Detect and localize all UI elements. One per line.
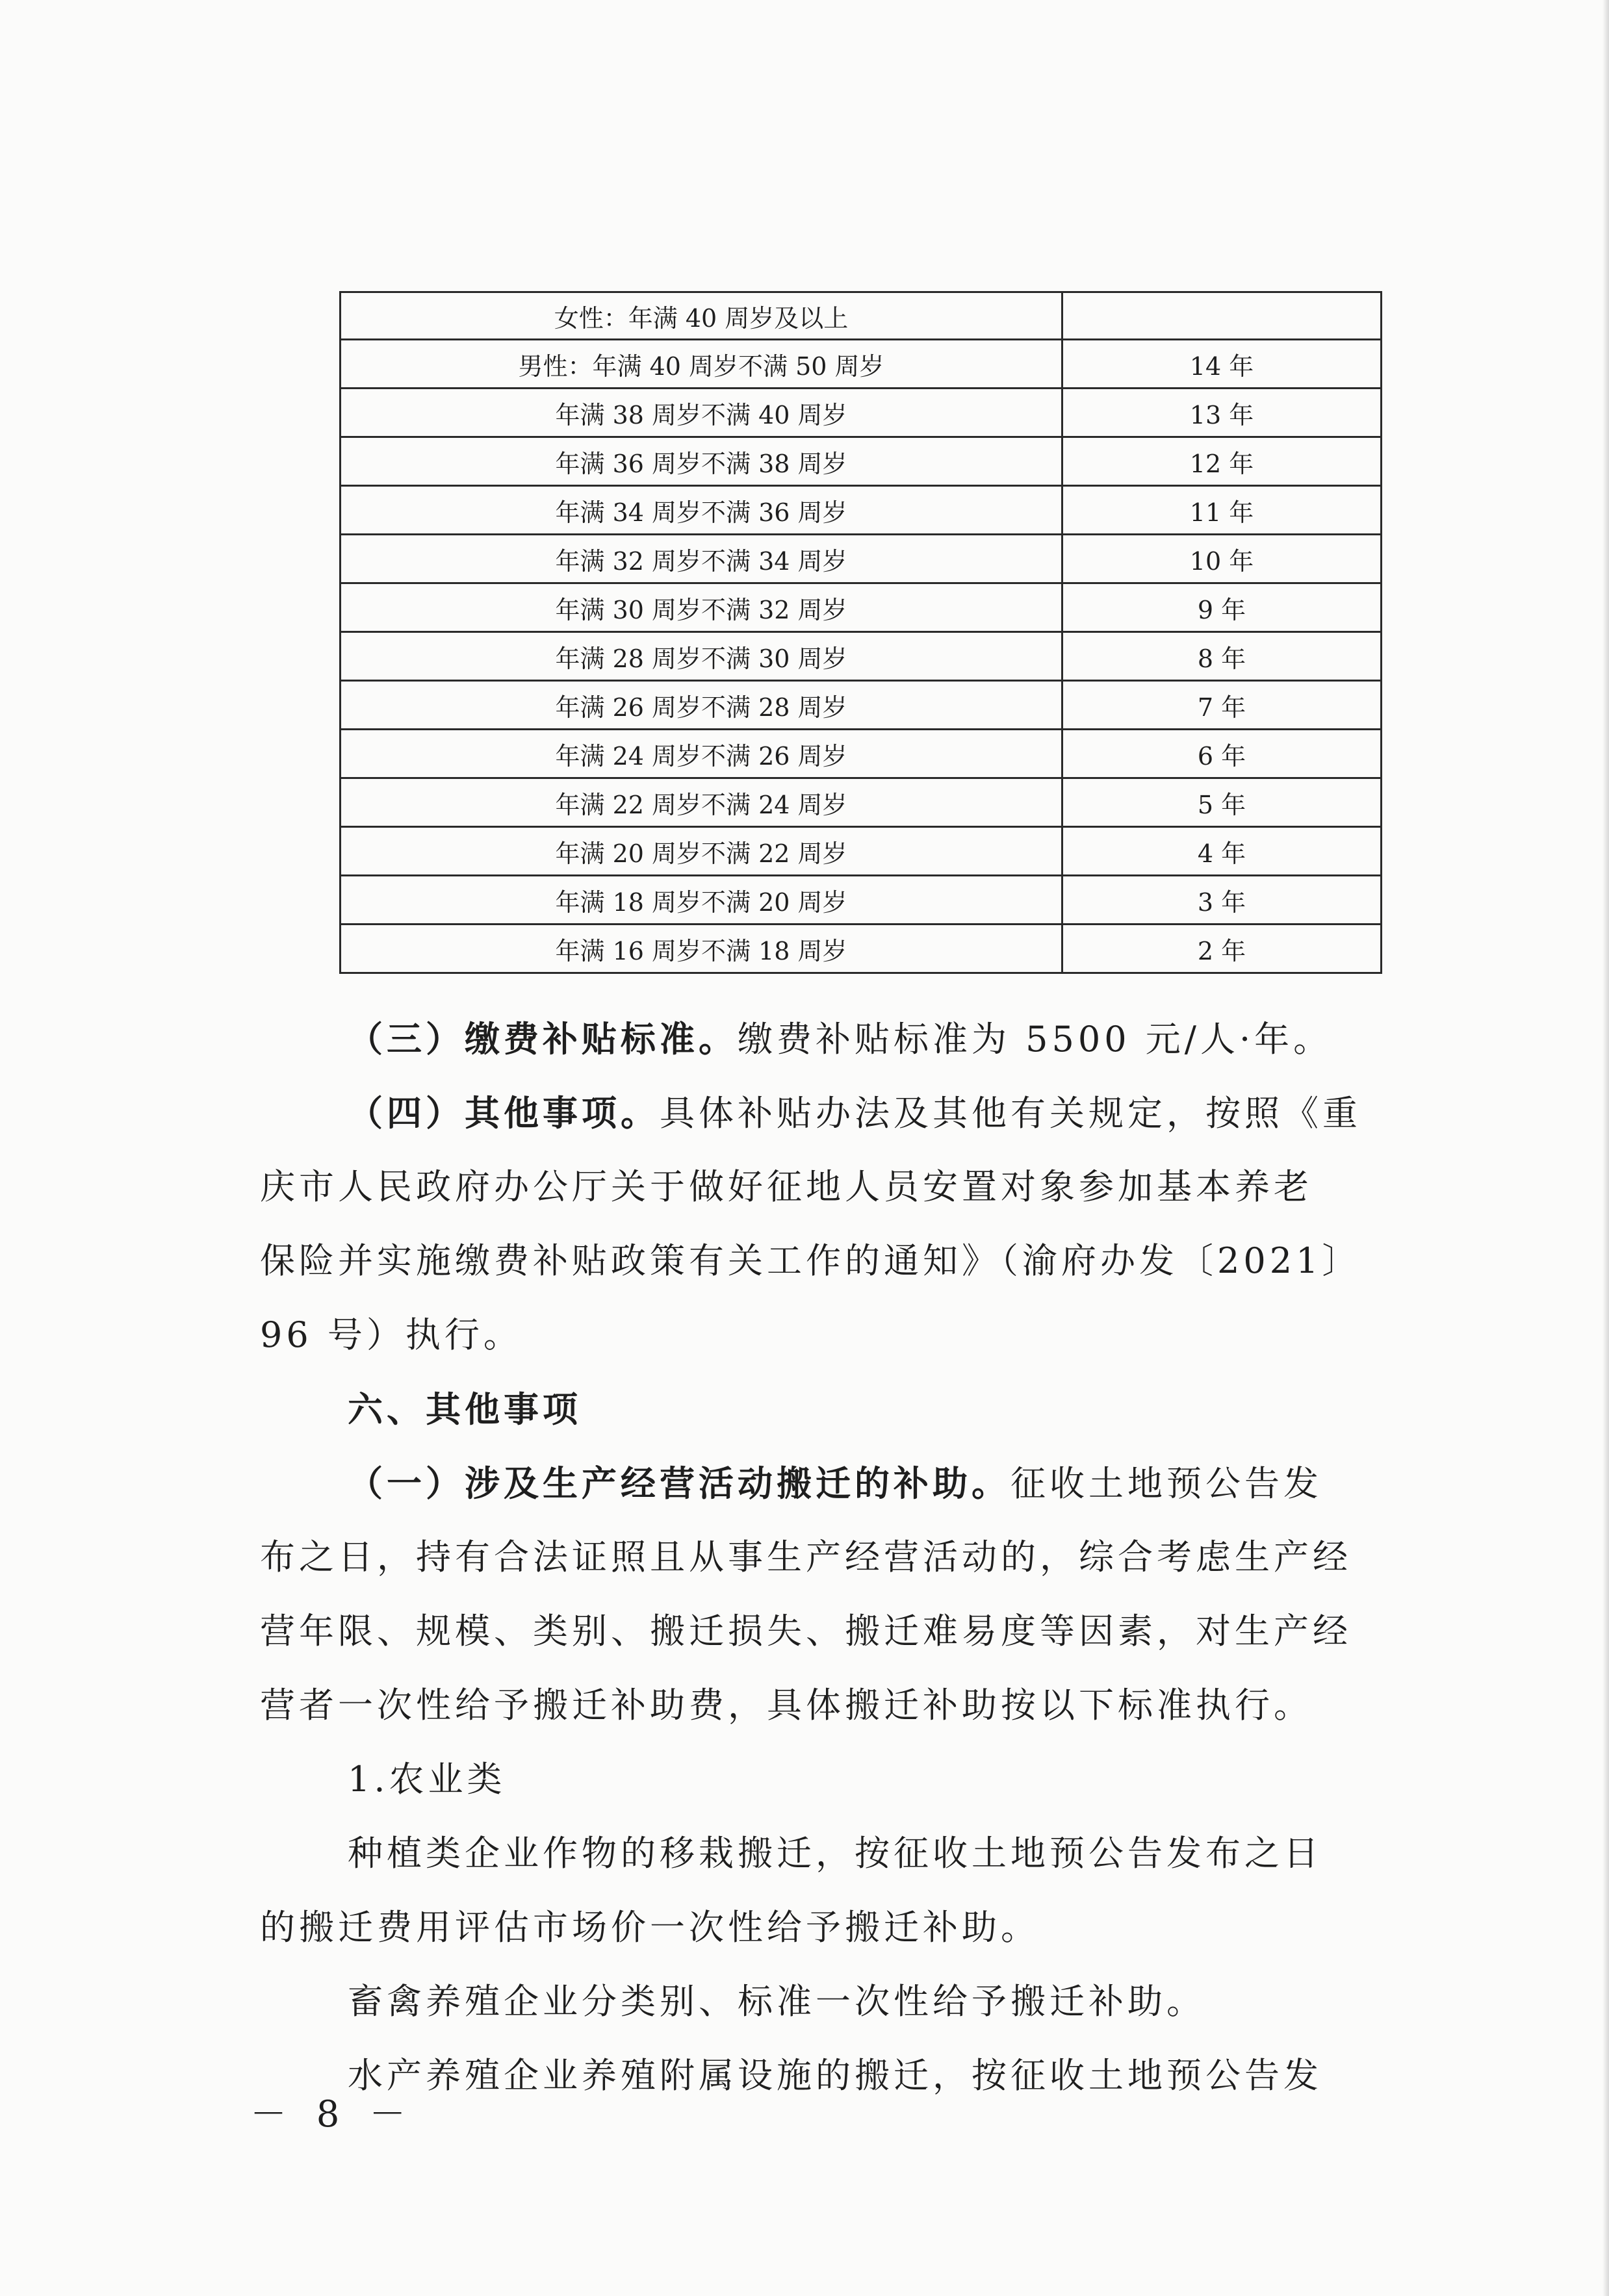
table-row [341,583,1382,632]
section-6-1-text: 征收土地预公告发 [1010,1463,1322,1504]
age-range-cell: 年满 34 周岁不满 36 周岁 [341,486,1062,535]
years-cell: 12 年 [1062,437,1382,486]
table-row [341,535,1382,583]
scan-edge-shadow [1603,0,1609,2296]
section-4-text: 具体补贴办法及其他有关规定，按照《重 [660,1093,1361,1134]
table-row [341,876,1382,925]
table-row [341,389,1382,437]
section-3-text: 缴费补贴标准为 5500 元/人·年。 [738,1019,1333,1060]
section-6-1-line-4: 营者一次性给予搬迁补助费，具体搬迁补助按以下标准执行。 [260,1685,1313,1726]
years-cell: 14 年 [1062,340,1382,389]
age-range-cell: 年满 38 周岁不满 40 周岁 [341,389,1062,437]
table-row [341,730,1382,778]
age-range-cell: 年满 16 周岁不满 18 周岁 [341,925,1062,973]
table-row [341,632,1382,681]
section-3-paragraph [348,1002,1456,1077]
section-4-line-1 [348,1076,1456,1151]
table-row [341,681,1382,730]
table-row [341,292,1382,340]
page-number: － 8 － [250,2093,415,2136]
table-row [341,437,1382,486]
years-cell: 3 年 [1062,876,1382,925]
table-row [341,925,1382,973]
age-years-table [339,291,1382,974]
age-range-cell: 年满 32 周岁不满 34 周岁 [341,535,1062,583]
table-body [341,292,1382,973]
section-6-1-line-1 [348,1446,1456,1521]
years-cell: 13 年 [1062,389,1382,437]
section-3-heading: （三）缴费补贴标准。 [348,1018,738,1060]
section-4-line-3: 保险并实施缴费补贴政策有关工作的通知》（渝府办发〔2021〕 [260,1240,1361,1281]
table-row [341,778,1382,827]
years-cell: 9 年 [1062,583,1382,632]
age-range-cell: 年满 22 周岁不满 24 周岁 [341,778,1062,827]
years-cell: 11 年 [1062,486,1382,535]
age-range-cell: 年满 24 周岁不满 26 周岁 [341,730,1062,778]
years-cell: 2 年 [1062,925,1382,973]
table-row [341,827,1382,876]
age-range-cell: 年满 20 周岁不满 22 周岁 [341,827,1062,876]
age-range-cell: 女性：年满 40 周岁及以上 [341,292,1062,340]
section-4-heading: （四）其他事项。 [348,1092,660,1134]
section-4-line-4: 96 号）执行。 [260,1314,522,1355]
planting-line-2: 的搬迁费用评估市场价一次性给予搬迁补助。 [260,1907,1040,1948]
aquaculture-line-1: 水产养殖企业养殖附属设施的搬迁，按征收土地预公告发 [348,2055,1322,2096]
agriculture-title: 1.农业类 [348,1759,506,1800]
section-6-1-line-3: 营年限、规模、类别、搬迁损失、搬迁难易度等因素，对生产经 [260,1611,1352,1652]
age-range-cell: 年满 28 周岁不满 30 周岁 [341,632,1062,681]
years-cell: 10 年 [1062,535,1382,583]
section-6-1-heading: （一）涉及生产经营活动搬迁的补助。 [348,1462,1010,1504]
age-range-cell: 年满 26 周岁不满 28 周岁 [341,681,1062,730]
livestock-line-1: 畜禽养殖企业分类别、标准一次性给予搬迁补助。 [348,1981,1205,2022]
age-range-cell: 年满 36 周岁不满 38 周岁 [341,437,1062,486]
table-row [341,486,1382,535]
section-6-1-line-2: 布之日，持有合法证照且从事生产经营活动的，综合考虑生产经 [260,1537,1352,1577]
years-cell: 5 年 [1062,778,1382,827]
age-range-cell: 年满 30 周岁不满 32 周岁 [341,583,1062,632]
section-4-line-2: 庆市人民政府办公厅关于做好征地人员安置对象参加基本养老 [260,1166,1313,1207]
planting-line-1: 种植类企业作物的移栽搬迁，按征收土地预公告发布之日 [348,1833,1322,1874]
section-6-heading: 六、其他事项 [348,1388,582,1430]
age-range-cell: 年满 18 周岁不满 20 周岁 [341,876,1062,925]
years-cell [1062,292,1382,340]
table-row [341,340,1382,389]
years-cell: 6 年 [1062,730,1382,778]
years-cell: 8 年 [1062,632,1382,681]
age-range-cell: 男性：年满 40 周岁不满 50 周岁 [341,340,1062,389]
years-cell: 7 年 [1062,681,1382,730]
years-cell: 4 年 [1062,827,1382,876]
